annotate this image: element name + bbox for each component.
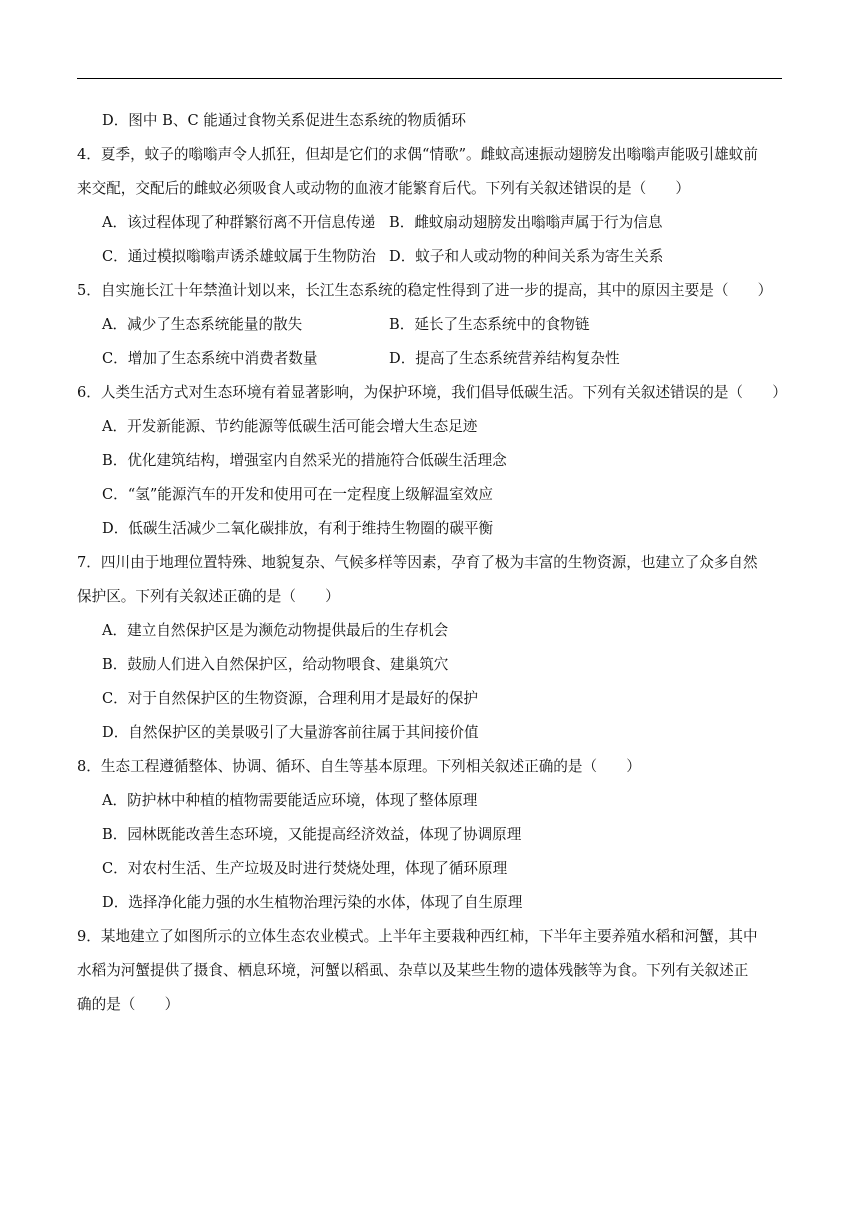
option-pair <box>77 244 787 278</box>
header-rule <box>77 78 782 79</box>
option-c: C．“氢”能源汽车的开发和使用可在一定程度上级解温室效应 <box>102 486 493 503</box>
question-4-stem: 4．夏季，蚊子的嗡嗡声令人抓狂，但却是它们的求偶“情歌”。雌蚊高速振动翅膀发出嗡嗡声能吸引雄蚊前 <box>77 146 758 163</box>
question-content <box>77 108 787 1026</box>
option-a: A．防护林中种植的植物需要能适应环境，体现了整体原理 <box>102 792 478 809</box>
option-a: A．建立自然保护区是为濒危动物提供最后的生存机会 <box>102 622 449 639</box>
option-a: A．开发新能源、节约能源等低碳生活可能会增大生态足迹 <box>102 418 478 435</box>
option-c: C．通过模拟嗡嗡声诱杀雄蚊属于生物防治 <box>102 248 376 265</box>
question-9-stem: 9．某地建立了如图所示的立体生态农业模式。上半年主要栽种西红柿，下半年主要养殖水稻和河蟹，其中 <box>77 928 758 945</box>
option-b: B．优化建筑结构，增强室内自然采光的措施符合低碳生活理念 <box>102 452 507 469</box>
question-6-stem: 6．人类生活方式对生态环境有着显著影响，为保护环境，我们倡导低碳生活。下列有关叙述错误的是（ ） <box>77 384 787 401</box>
option-d: D．提高了生态系统营养结构复杂性 <box>389 350 620 367</box>
option-c: C．对于自然保护区的生物资源，合理利用才是最好的保护 <box>102 690 479 707</box>
question-5-stem: 5．自实施长江十年禁渔计划以来，长江生态系统的稳定性得到了进一步的提高，其中的原因主要是（ ） <box>77 282 773 299</box>
option-pair <box>77 210 787 244</box>
question-8-stem: 8．生态工程遵循整体、协调、循环、自生等基本原理。下列相关叙述正确的是（ ） <box>77 758 641 775</box>
question-7-stem: 7．四川由于地理位置特殊、地貌复杂、气候多样等因素，孕育了极为丰富的生物资源，也建立了众多自然 <box>77 554 758 571</box>
question-9-stem-cont: 水稻为河蟹提供了摄食、栖息环境，河蟹以稻虱、杂草以及某些生物的遗体残骸等为食。下列有关叙述正 <box>77 962 749 979</box>
option-d: D．低碳生活减少二氧化碳排放，有利于维持生物圈的碳平衡 <box>102 520 494 537</box>
question-9-stem-cont: 确的是（ ） <box>77 996 180 1013</box>
option-c: C．增加了生态系统中消费者数量 <box>102 350 318 367</box>
option-b: B．园林既能改善生态环境，又能提高经济效益，体现了协调原理 <box>102 826 522 843</box>
question-4-stem-cont: 来交配，交配后的雌蚊必须吸食人或动物的血液才能繁育后代。下列有关叙述错误的是（ ） <box>77 180 690 197</box>
option-pair <box>77 312 787 346</box>
option-b: B．延长了生态系统中的食物链 <box>389 316 590 333</box>
option-a: A．减少了生态系统能量的散失 <box>102 316 303 333</box>
option-pair <box>77 346 787 380</box>
option-d: D．自然保护区的美景吸引了大量游客前往属于其间接价值 <box>102 724 479 741</box>
option-b: B．雌蚊扇动翅膀发出嗡嗡声属于行为信息 <box>389 214 663 231</box>
option-b: B．鼓励人们进入自然保护区，给动物喂食、建巢筑穴 <box>102 656 449 673</box>
option-a: A．该过程体现了种群繁衍离不开信息传递 <box>102 214 376 231</box>
option-d: D．蚊子和人或动物的种间关系为寄生关系 <box>389 248 664 265</box>
question-7-stem-cont: 保护区。下列有关叙述正确的是（ ） <box>77 588 340 605</box>
option-line: D．图中 B、C 能通过食物关系促进生态系统的物质循环 <box>102 112 466 129</box>
option-c: C．对农村生活、生产垃圾及时进行焚烧处理，体现了循环原理 <box>102 860 508 877</box>
option-d: D．选择净化能力强的水生植物治理污染的水体，体现了自生原理 <box>102 894 523 911</box>
